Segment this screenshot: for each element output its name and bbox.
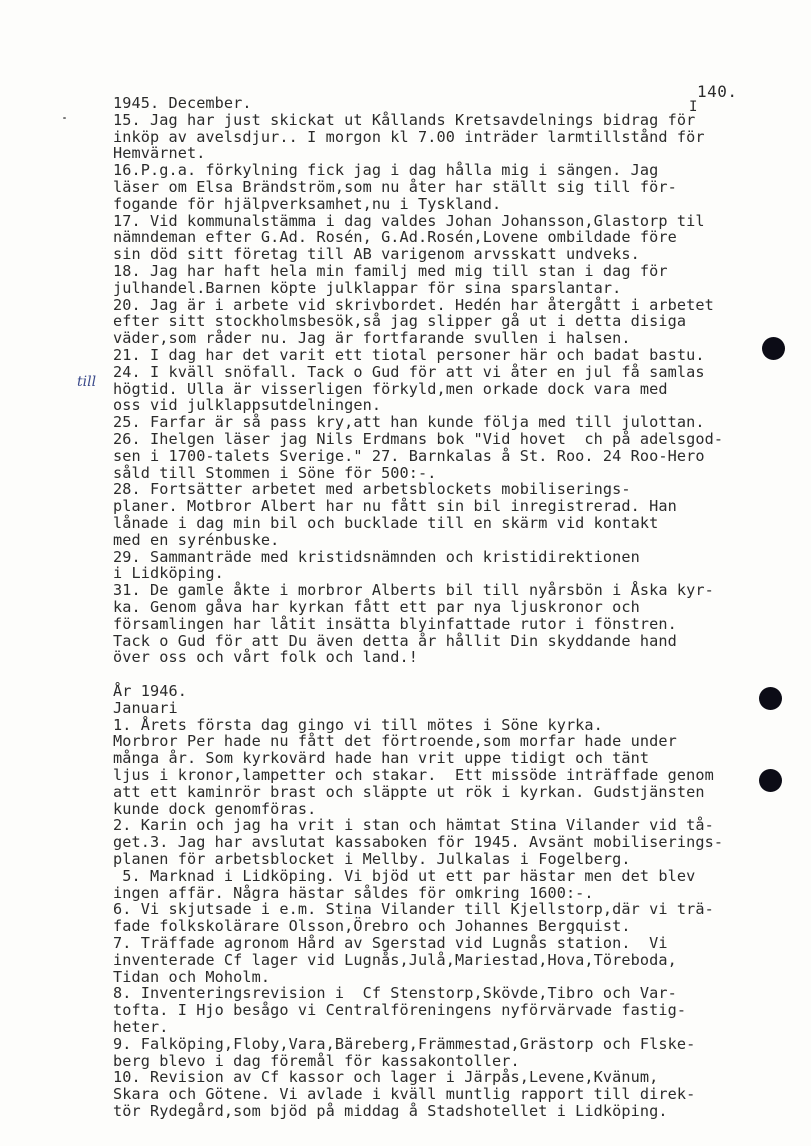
- text-line: Morbror Per hade nu fått det förtroende,som morfar hade under: [113, 732, 677, 751]
- text-line: get.3. Jag har avslutat kassaboken för 1945. Avsänt mobiliserings-: [113, 833, 724, 852]
- text-line: nämndeman efter G.Ad. Rosén, G.Ad.Rosén,Lovene ombildade före: [113, 228, 677, 247]
- section-1946: [113, 683, 783, 1120]
- text-line: julhandel.Barnen köpte julklappar för sina sparslantar.: [113, 278, 622, 297]
- text-line: ka. Genom gåva har kyrkan fått ett par nya ljuskronor och: [113, 597, 640, 616]
- text-line: fogande för hjälpverksamhet,nu i Tyskland.: [113, 194, 502, 213]
- text-line: sin död sitt företag till AB varigenom arvsskatt undveks.: [113, 245, 640, 264]
- text-line: inventerade Cf lager vid Lugnås,Julå,Mariestad,Hova,Töreboda,: [113, 950, 677, 969]
- text-line: 8. Inventeringsrevision i Cf Stenstorp,Skövde,Tibro och Var-: [113, 984, 677, 1003]
- text-line: 20. Jag är i arbete vid skrivbordet. Hedén har återgått i arbetet: [113, 295, 714, 314]
- text-line: 10. Revision av Cf kassor och lager i Järpås,Levene,Kvänum,: [113, 1068, 659, 1087]
- text-line: 17. Vid kommunalstämma i dag valdes Johan Johansson,Glastorp til: [113, 211, 705, 230]
- punch-hole: [759, 769, 782, 792]
- text-line: såld till Stommen i Söne för 500:-.: [113, 463, 437, 482]
- text-line: 2. Karin och jag ha vrit i stan och hämtat Stina Vilander vid tå-: [113, 816, 714, 835]
- text-line: att ett kaminrör brast och släppte ut rök i kyrkan. Gudstjänsten: [113, 782, 705, 801]
- margin-note: till: [77, 374, 97, 390]
- punch-hole: [762, 337, 785, 360]
- text-line: över oss och vårt folk och land.!: [113, 648, 419, 667]
- text-line: 9. Falköping,Floby,Vara,Bäreberg,Främmestad,Grästorp och Flske-: [113, 1034, 696, 1053]
- section-gap: [113, 666, 783, 683]
- text-line: med en syrénbuske.: [113, 530, 280, 549]
- text-line: tofta. I Hjo besågo vi Centralföreningens nyförvärvade fastig-: [113, 1001, 687, 1020]
- section-1945: [113, 95, 783, 666]
- text-line: ljus i kronor,lampetter och stakar. Ett missöde inträffade genom: [113, 766, 714, 785]
- typewritten-text: [113, 95, 783, 1120]
- text-line: Tidan och Moholm.: [113, 967, 271, 986]
- text-line: fade folkskolärare Olsson,Örebro och Johannes Bergquist.: [113, 917, 631, 936]
- text-line: högtid. Ulla är visserligen förkyld,men orkade dock vara med: [113, 379, 668, 398]
- text-line: berg blevo i dag föremål för kassakontoller.: [113, 1051, 520, 1070]
- text-line: 5. Marknad i Lidköping. Vi bjöd ut ett par hästar men det blev: [113, 866, 696, 885]
- text-line: oss vid julklappsutdelningen.: [113, 396, 382, 415]
- text-line: planen för arbetsblocket i Mellby. Julkalas i Fogelberg.: [113, 850, 631, 869]
- text-line: lånade i dag min bil och bucklade till en skärm vid kontakt: [113, 513, 659, 532]
- text-line: planer. Motbror Albert har nu fått sin bil inregistrerad. Han: [113, 497, 677, 516]
- text-line: i Lidköping.: [113, 564, 224, 583]
- page-number: 140.: [697, 82, 738, 101]
- text-line: läser om Elsa Brändström,som nu åter har ställt sig till för-: [113, 177, 677, 196]
- text-line: sen i 1700-talets Sverige." 27. Barnkalas å St. Roo. 24 Roo-Hero: [113, 446, 705, 465]
- text-line: 28. Fortsätter arbetet med arbetsblockets mobiliserings-: [113, 480, 631, 499]
- text-line: 31. De gamle åkte i morbror Alberts bil till nyårsbön i Åska kyr-: [113, 581, 714, 600]
- text-line: kunde dock genomföras.: [113, 799, 317, 818]
- text-line: 6. Vi skjutsade i e.m. Stina Vilander till Kjellstorp,där vi trä-: [113, 900, 714, 919]
- text-line: väder,som råder nu. Jag är fortfarande svullen i halsen.: [113, 329, 631, 348]
- text-line: 29. Sammanträde med kristidsnämnden och kristidirektionen: [113, 547, 640, 566]
- punch-hole: [759, 687, 782, 710]
- text-line: 16.P.g.a. förkylning fick jag i dag hålla mig i sängen. Jag: [113, 161, 659, 180]
- text-line: inköp av avelsdjur.. I morgon kl 7.00 inträder larmtillstånd för: [113, 127, 705, 146]
- text-line: 1. Årets första dag gingo vi till mötes i Söne kyrka.: [113, 715, 603, 734]
- text-line: många år. Som kyrkovärd hade han vrit uppe tidigt och tänt: [113, 749, 650, 768]
- text-line: 15. Jag har just skickat ut Kållands Kretsavdelnings bidrag för: [113, 110, 696, 129]
- text-line: församlingen har låtit insätta blyinfattade rutor i fönstren.: [113, 614, 677, 633]
- text-line: 18. Jag har haft hela min familj med mig till stan i dag för: [113, 261, 668, 280]
- paper-speck: [63, 117, 66, 119]
- text-line: ingen affär. Några hästar såldes för omkring 1600:-.: [113, 883, 594, 902]
- text-line: År 1946.: [113, 682, 187, 701]
- text-line: Tack o Gud för att Du även detta år hållit Din skyddande hand: [113, 631, 677, 650]
- text-line: Hemvärnet.: [113, 144, 206, 163]
- page-mark: I: [689, 99, 698, 115]
- text-line: 1945. December.: [113, 94, 252, 112]
- text-line: Januari: [113, 698, 178, 717]
- text-line: 21. I dag har det varit ett tiotal personer här och badat bastu.: [113, 345, 705, 364]
- text-line: 7. Träffade agronom Hård av Sgerstad vid Lugnås station. Vi: [113, 934, 668, 953]
- text-line: efter sitt stockholmsbesök,så jag slipper gå ut i detta disiga: [113, 312, 687, 331]
- text-line: 25. Farfar är så pass kry,att han kunde följa med till julottan.: [113, 413, 705, 432]
- text-line: 26. Ihelgen läser jag Nils Erdmans bok "Vid hovet ch på adelsgod-: [113, 429, 724, 448]
- text-line: 24. I kväll snöfall. Tack o Gud för att vi åter en jul få samlas: [113, 362, 705, 381]
- text-line: Skara och Götene. Vi avlade i kväll muntlig rapport till direk-: [113, 1085, 696, 1104]
- text-line: heter.: [113, 1018, 169, 1037]
- text-line: tör Rydegård,som bjöd på middag å Stadshotellet i Lidköping.: [113, 1102, 668, 1121]
